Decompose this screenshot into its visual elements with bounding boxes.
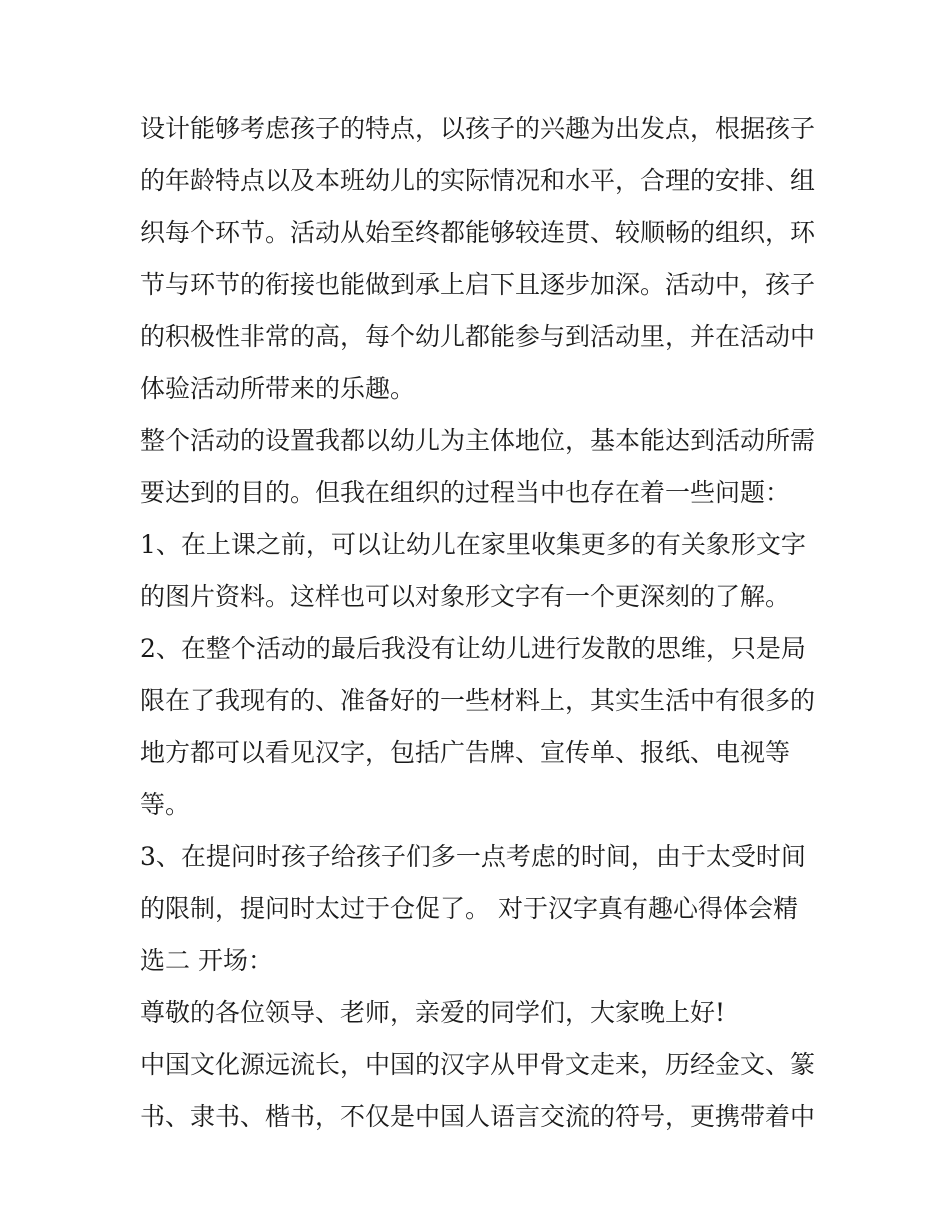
text-line: 尊敬的各位领导、老师，亲爱的同学们，大家晚上好! <box>140 998 726 1027</box>
text-line: 地方都可以看见汉字，包括广告牌、宣传单、报纸、电视等 <box>140 738 791 767</box>
text-line: 1、在上课之前，可以让幼儿在家里收集更多的有关象形文字 <box>140 530 806 559</box>
text-line: 整个活动的设置我都以幼儿为主体地位，基本能达到活动所需 <box>140 426 816 455</box>
text-line: 体验活动所带来的乐趣。 <box>140 374 416 403</box>
text-line: 3、在提问时孩子给孩子们多一点考虑的时间，由于太受时间 <box>140 842 806 871</box>
text-line: 织每个环节。活动从始至终都能够较连贯、较顺畅的组织，环 <box>140 218 816 247</box>
text-line: 中国文化源远流长，中国的汉字从甲骨文走来，历经金文、篆 <box>140 1050 816 1079</box>
text-line: 的限制，提问时太过于仓促了。 对于汉字真有趣心得体会精 <box>140 894 798 923</box>
text-line: 选二 开场： <box>140 946 273 975</box>
text-line: 要达到的目的。但我在组织的过程当中也存在着一些问题： <box>140 478 791 507</box>
text-line: 2、在整个活动的最后我没有让幼儿进行发散的思维，只是局 <box>140 634 806 663</box>
text-line: 等。 <box>140 790 191 819</box>
text-line: 的图片资料。这样也可以对象形文字有一个更深刻的了解。 <box>140 582 791 611</box>
text-line: 限在了我现有的、准备好的一些材料上，其实生活中有很多的 <box>140 686 816 715</box>
document-body <box>140 103 820 1143</box>
text-line: 书、隶书、楷书，不仅是中国人语言交流的符号，更携带着中 <box>140 1102 816 1131</box>
text-line: 的积极性非常的高，每个幼儿都能参与到活动里，并在活动中 <box>140 322 816 351</box>
text-line: 设计能够考虑孩子的特点，以孩子的兴趣为出发点，根据孩子 <box>140 114 816 143</box>
text-line: 节与环节的衔接也能做到承上启下且逐步加深。活动中，孩子 <box>140 270 816 299</box>
text-line: 的年龄特点以及本班幼儿的实际情况和水平，合理的安排、组 <box>140 166 816 195</box>
